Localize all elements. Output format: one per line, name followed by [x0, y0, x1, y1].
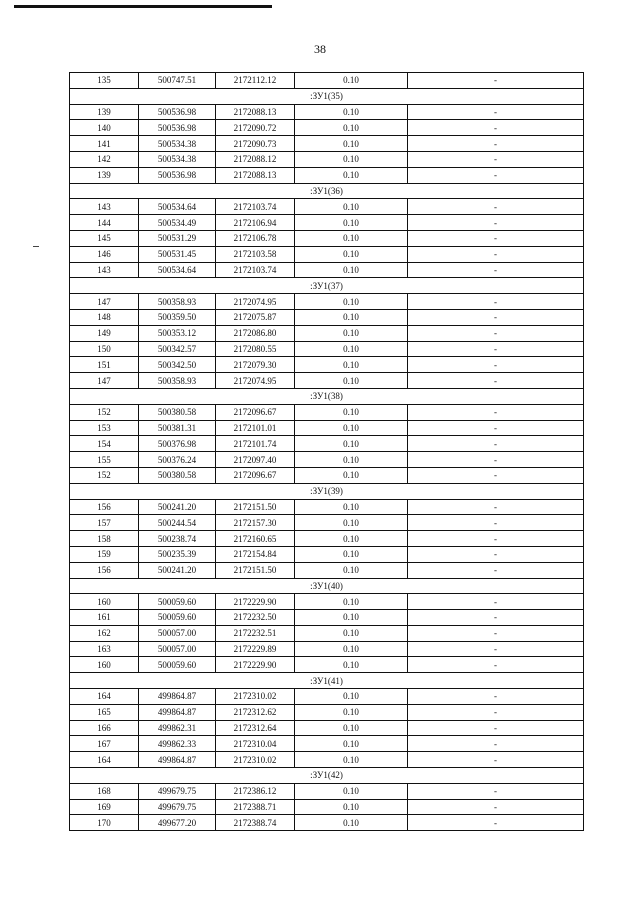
note-cell: -	[408, 594, 584, 610]
note-cell: -	[408, 262, 584, 278]
accuracy-cell: 0.10	[295, 704, 408, 720]
note-cell: -	[408, 625, 584, 641]
point-number-cell: 144	[70, 215, 139, 231]
margin-mark	[33, 246, 39, 247]
table-row	[70, 783, 584, 799]
point-number-cell: 166	[70, 720, 139, 736]
note-cell: -	[408, 610, 584, 626]
accuracy-cell: 0.10	[295, 736, 408, 752]
x-coordinate-cell: 500380.58	[139, 467, 216, 483]
accuracy-cell: 0.10	[295, 815, 408, 831]
y-coordinate-cell: 2172103.74	[216, 262, 295, 278]
table-row	[70, 689, 584, 705]
table-row	[70, 294, 584, 310]
y-coordinate-cell: 2172229.89	[216, 641, 295, 657]
y-coordinate-cell: 2172157.30	[216, 515, 295, 531]
point-number-cell: 145	[70, 230, 139, 246]
accuracy-cell: 0.10	[295, 546, 408, 562]
point-number-cell: 143	[70, 262, 139, 278]
accuracy-cell: 0.10	[295, 373, 408, 389]
x-coordinate-cell: 500359.50	[139, 309, 216, 325]
table-row	[70, 499, 584, 515]
y-coordinate-cell: 2172101.01	[216, 420, 295, 436]
point-number-cell: 139	[70, 104, 139, 120]
note-cell: -	[408, 515, 584, 531]
x-coordinate-cell: 499679.75	[139, 783, 216, 799]
table-row	[70, 373, 584, 389]
note-cell: -	[408, 815, 584, 831]
table-row	[70, 309, 584, 325]
section-label: :ЗУ1(36)	[70, 183, 584, 199]
note-cell: -	[408, 704, 584, 720]
accuracy-cell: 0.10	[295, 720, 408, 736]
note-cell: -	[408, 151, 584, 167]
y-coordinate-cell: 2172079.30	[216, 357, 295, 373]
y-coordinate-cell: 2172112.12	[216, 73, 295, 89]
x-coordinate-cell: 500241.20	[139, 499, 216, 515]
accuracy-cell: 0.10	[295, 294, 408, 310]
x-coordinate-cell: 499864.87	[139, 689, 216, 705]
y-coordinate-cell: 2172106.94	[216, 215, 295, 231]
table-row	[70, 436, 584, 452]
y-coordinate-cell: 2172074.95	[216, 373, 295, 389]
note-cell: -	[408, 752, 584, 768]
note-cell: -	[408, 325, 584, 341]
x-coordinate-cell: 500244.54	[139, 515, 216, 531]
x-coordinate-cell: 499864.87	[139, 752, 216, 768]
accuracy-cell: 0.10	[295, 594, 408, 610]
accuracy-cell: 0.10	[295, 420, 408, 436]
table-row	[70, 720, 584, 736]
point-number-cell: 156	[70, 562, 139, 578]
section-header-row	[70, 673, 584, 689]
header-rule	[14, 5, 272, 8]
section-label: :ЗУ1(35)	[70, 88, 584, 104]
x-coordinate-cell: 500536.98	[139, 120, 216, 136]
accuracy-cell: 0.10	[295, 436, 408, 452]
note-cell: -	[408, 657, 584, 673]
y-coordinate-cell: 2172232.50	[216, 610, 295, 626]
x-coordinate-cell: 500380.58	[139, 404, 216, 420]
note-cell: -	[408, 309, 584, 325]
note-cell: -	[408, 783, 584, 799]
y-coordinate-cell: 2172080.55	[216, 341, 295, 357]
table-row	[70, 641, 584, 657]
coordinates-table-body	[70, 73, 584, 831]
y-coordinate-cell: 2172386.12	[216, 783, 295, 799]
y-coordinate-cell: 2172103.58	[216, 246, 295, 262]
point-number-cell: 152	[70, 404, 139, 420]
table-row	[70, 736, 584, 752]
note-cell: -	[408, 689, 584, 705]
note-cell: -	[408, 546, 584, 562]
accuracy-cell: 0.10	[295, 610, 408, 626]
section-header-row	[70, 768, 584, 784]
table-row	[70, 625, 584, 641]
y-coordinate-cell: 2172151.50	[216, 499, 295, 515]
point-number-cell: 149	[70, 325, 139, 341]
point-number-cell: 162	[70, 625, 139, 641]
accuracy-cell: 0.10	[295, 752, 408, 768]
table-row	[70, 341, 584, 357]
y-coordinate-cell: 2172160.65	[216, 531, 295, 547]
note-cell: -	[408, 499, 584, 515]
x-coordinate-cell: 500238.74	[139, 531, 216, 547]
point-number-cell: 141	[70, 136, 139, 152]
x-coordinate-cell: 500059.60	[139, 610, 216, 626]
table-row	[70, 610, 584, 626]
x-coordinate-cell: 500057.00	[139, 641, 216, 657]
accuracy-cell: 0.10	[295, 657, 408, 673]
point-number-cell: 170	[70, 815, 139, 831]
table-row	[70, 104, 584, 120]
x-coordinate-cell: 499862.31	[139, 720, 216, 736]
x-coordinate-cell: 500342.50	[139, 357, 216, 373]
accuracy-cell: 0.10	[295, 641, 408, 657]
section-label: :ЗУ1(39)	[70, 483, 584, 499]
accuracy-cell: 0.10	[295, 136, 408, 152]
y-coordinate-cell: 2172312.64	[216, 720, 295, 736]
table-row	[70, 357, 584, 373]
y-coordinate-cell: 2172088.13	[216, 104, 295, 120]
point-number-cell: 139	[70, 167, 139, 183]
point-number-cell: 153	[70, 420, 139, 436]
accuracy-cell: 0.10	[295, 467, 408, 483]
y-coordinate-cell: 2172388.71	[216, 799, 295, 815]
y-coordinate-cell: 2172101.74	[216, 436, 295, 452]
table-row	[70, 215, 584, 231]
point-number-cell: 159	[70, 546, 139, 562]
accuracy-cell: 0.10	[295, 325, 408, 341]
section-header-row	[70, 88, 584, 104]
y-coordinate-cell: 2172075.87	[216, 309, 295, 325]
point-number-cell: 140	[70, 120, 139, 136]
page-number: 38	[314, 42, 326, 56]
note-cell: -	[408, 246, 584, 262]
x-coordinate-cell: 500531.45	[139, 246, 216, 262]
accuracy-cell: 0.10	[295, 151, 408, 167]
x-coordinate-cell: 500747.51	[139, 73, 216, 89]
table-row	[70, 136, 584, 152]
accuracy-cell: 0.10	[295, 515, 408, 531]
section-label: :ЗУ1(41)	[70, 673, 584, 689]
table-row	[70, 262, 584, 278]
coordinates-table	[69, 72, 584, 831]
y-coordinate-cell: 2172106.78	[216, 230, 295, 246]
table-row	[70, 657, 584, 673]
accuracy-cell: 0.10	[295, 499, 408, 515]
note-cell: -	[408, 736, 584, 752]
note-cell: -	[408, 404, 584, 420]
accuracy-cell: 0.10	[295, 531, 408, 547]
table-row	[70, 752, 584, 768]
point-number-cell: 160	[70, 657, 139, 673]
point-number-cell: 161	[70, 610, 139, 626]
point-number-cell: 157	[70, 515, 139, 531]
x-coordinate-cell: 500534.64	[139, 199, 216, 215]
accuracy-cell: 0.10	[295, 562, 408, 578]
x-coordinate-cell: 500342.57	[139, 341, 216, 357]
accuracy-cell: 0.10	[295, 452, 408, 468]
point-number-cell: 160	[70, 594, 139, 610]
point-number-cell: 147	[70, 294, 139, 310]
y-coordinate-cell: 2172312.62	[216, 704, 295, 720]
x-coordinate-cell: 499862.33	[139, 736, 216, 752]
accuracy-cell: 0.10	[295, 689, 408, 705]
table-row	[70, 73, 584, 89]
accuracy-cell: 0.10	[295, 799, 408, 815]
accuracy-cell: 0.10	[295, 120, 408, 136]
y-coordinate-cell: 2172388.74	[216, 815, 295, 831]
x-coordinate-cell: 500059.60	[139, 657, 216, 673]
x-coordinate-cell: 500057.00	[139, 625, 216, 641]
y-coordinate-cell: 2172097.40	[216, 452, 295, 468]
section-header-row	[70, 483, 584, 499]
y-coordinate-cell: 2172086.80	[216, 325, 295, 341]
table-row	[70, 452, 584, 468]
point-number-cell: 164	[70, 689, 139, 705]
point-number-cell: 151	[70, 357, 139, 373]
accuracy-cell: 0.10	[295, 246, 408, 262]
table-row	[70, 594, 584, 610]
accuracy-cell: 0.10	[295, 230, 408, 246]
point-number-cell: 143	[70, 199, 139, 215]
section-label: :ЗУ1(38)	[70, 388, 584, 404]
section-header-row	[70, 278, 584, 294]
x-coordinate-cell: 500531.29	[139, 230, 216, 246]
x-coordinate-cell: 499677.20	[139, 815, 216, 831]
point-number-cell: 154	[70, 436, 139, 452]
table-row	[70, 815, 584, 831]
x-coordinate-cell: 500241.20	[139, 562, 216, 578]
y-coordinate-cell: 2172096.67	[216, 467, 295, 483]
table-row	[70, 467, 584, 483]
note-cell: -	[408, 104, 584, 120]
note-cell: -	[408, 452, 584, 468]
note-cell: -	[408, 73, 584, 89]
table-row	[70, 515, 584, 531]
point-number-cell: 168	[70, 783, 139, 799]
x-coordinate-cell: 499679.75	[139, 799, 216, 815]
point-number-cell: 164	[70, 752, 139, 768]
y-coordinate-cell: 2172310.02	[216, 689, 295, 705]
note-cell: -	[408, 136, 584, 152]
accuracy-cell: 0.10	[295, 783, 408, 799]
table-row	[70, 420, 584, 436]
point-number-cell: 167	[70, 736, 139, 752]
accuracy-cell: 0.10	[295, 199, 408, 215]
note-cell: -	[408, 720, 584, 736]
accuracy-cell: 0.10	[295, 357, 408, 373]
table-row	[70, 531, 584, 547]
accuracy-cell: 0.10	[295, 262, 408, 278]
section-label: :ЗУ1(40)	[70, 578, 584, 594]
accuracy-cell: 0.10	[295, 341, 408, 357]
accuracy-cell: 0.10	[295, 625, 408, 641]
x-coordinate-cell: 500376.24	[139, 452, 216, 468]
table-row	[70, 120, 584, 136]
note-cell: -	[408, 294, 584, 310]
x-coordinate-cell: 500353.12	[139, 325, 216, 341]
y-coordinate-cell: 2172088.12	[216, 151, 295, 167]
point-number-cell: 148	[70, 309, 139, 325]
x-coordinate-cell: 500534.38	[139, 136, 216, 152]
point-number-cell: 150	[70, 341, 139, 357]
y-coordinate-cell: 2172154.84	[216, 546, 295, 562]
note-cell: -	[408, 641, 584, 657]
note-cell: -	[408, 341, 584, 357]
note-cell: -	[408, 199, 584, 215]
point-number-cell: 156	[70, 499, 139, 515]
table-row	[70, 151, 584, 167]
section-header-row	[70, 183, 584, 199]
note-cell: -	[408, 215, 584, 231]
x-coordinate-cell: 499864.87	[139, 704, 216, 720]
x-coordinate-cell: 500536.98	[139, 167, 216, 183]
table-row	[70, 704, 584, 720]
table-row	[70, 199, 584, 215]
point-number-cell: 135	[70, 73, 139, 89]
x-coordinate-cell: 500376.98	[139, 436, 216, 452]
x-coordinate-cell: 500358.93	[139, 294, 216, 310]
table-row	[70, 325, 584, 341]
y-coordinate-cell: 2172229.90	[216, 657, 295, 673]
section-label: :ЗУ1(42)	[70, 768, 584, 784]
point-number-cell: 152	[70, 467, 139, 483]
table-row	[70, 799, 584, 815]
x-coordinate-cell: 500534.49	[139, 215, 216, 231]
point-number-cell: 163	[70, 641, 139, 657]
note-cell: -	[408, 531, 584, 547]
point-number-cell: 165	[70, 704, 139, 720]
note-cell: -	[408, 562, 584, 578]
y-coordinate-cell: 2172096.67	[216, 404, 295, 420]
y-coordinate-cell: 2172090.72	[216, 120, 295, 136]
note-cell: -	[408, 230, 584, 246]
note-cell: -	[408, 357, 584, 373]
note-cell: -	[408, 373, 584, 389]
y-coordinate-cell: 2172103.74	[216, 199, 295, 215]
table-row	[70, 167, 584, 183]
note-cell: -	[408, 436, 584, 452]
y-coordinate-cell: 2172074.95	[216, 294, 295, 310]
point-number-cell: 169	[70, 799, 139, 815]
note-cell: -	[408, 467, 584, 483]
x-coordinate-cell: 500534.38	[139, 151, 216, 167]
point-number-cell: 142	[70, 151, 139, 167]
accuracy-cell: 0.10	[295, 73, 408, 89]
accuracy-cell: 0.10	[295, 215, 408, 231]
y-coordinate-cell: 2172151.50	[216, 562, 295, 578]
table-row	[70, 546, 584, 562]
note-cell: -	[408, 799, 584, 815]
x-coordinate-cell: 500381.31	[139, 420, 216, 436]
point-number-cell: 147	[70, 373, 139, 389]
table-row	[70, 246, 584, 262]
table-row	[70, 230, 584, 246]
section-header-row	[70, 578, 584, 594]
x-coordinate-cell: 500059.60	[139, 594, 216, 610]
note-cell: -	[408, 120, 584, 136]
x-coordinate-cell: 500235.39	[139, 546, 216, 562]
x-coordinate-cell: 500358.93	[139, 373, 216, 389]
accuracy-cell: 0.10	[295, 167, 408, 183]
note-cell: -	[408, 167, 584, 183]
accuracy-cell: 0.10	[295, 309, 408, 325]
section-label: :ЗУ1(37)	[70, 278, 584, 294]
point-number-cell: 155	[70, 452, 139, 468]
x-coordinate-cell: 500534.64	[139, 262, 216, 278]
y-coordinate-cell: 2172232.51	[216, 625, 295, 641]
table-row	[70, 562, 584, 578]
y-coordinate-cell: 2172310.04	[216, 736, 295, 752]
note-cell: -	[408, 420, 584, 436]
x-coordinate-cell: 500536.98	[139, 104, 216, 120]
section-header-row	[70, 388, 584, 404]
accuracy-cell: 0.10	[295, 404, 408, 420]
y-coordinate-cell: 2172090.73	[216, 136, 295, 152]
y-coordinate-cell: 2172229.90	[216, 594, 295, 610]
table-row	[70, 404, 584, 420]
point-number-cell: 146	[70, 246, 139, 262]
y-coordinate-cell: 2172310.02	[216, 752, 295, 768]
accuracy-cell: 0.10	[295, 104, 408, 120]
point-number-cell: 158	[70, 531, 139, 547]
y-coordinate-cell: 2172088.13	[216, 167, 295, 183]
